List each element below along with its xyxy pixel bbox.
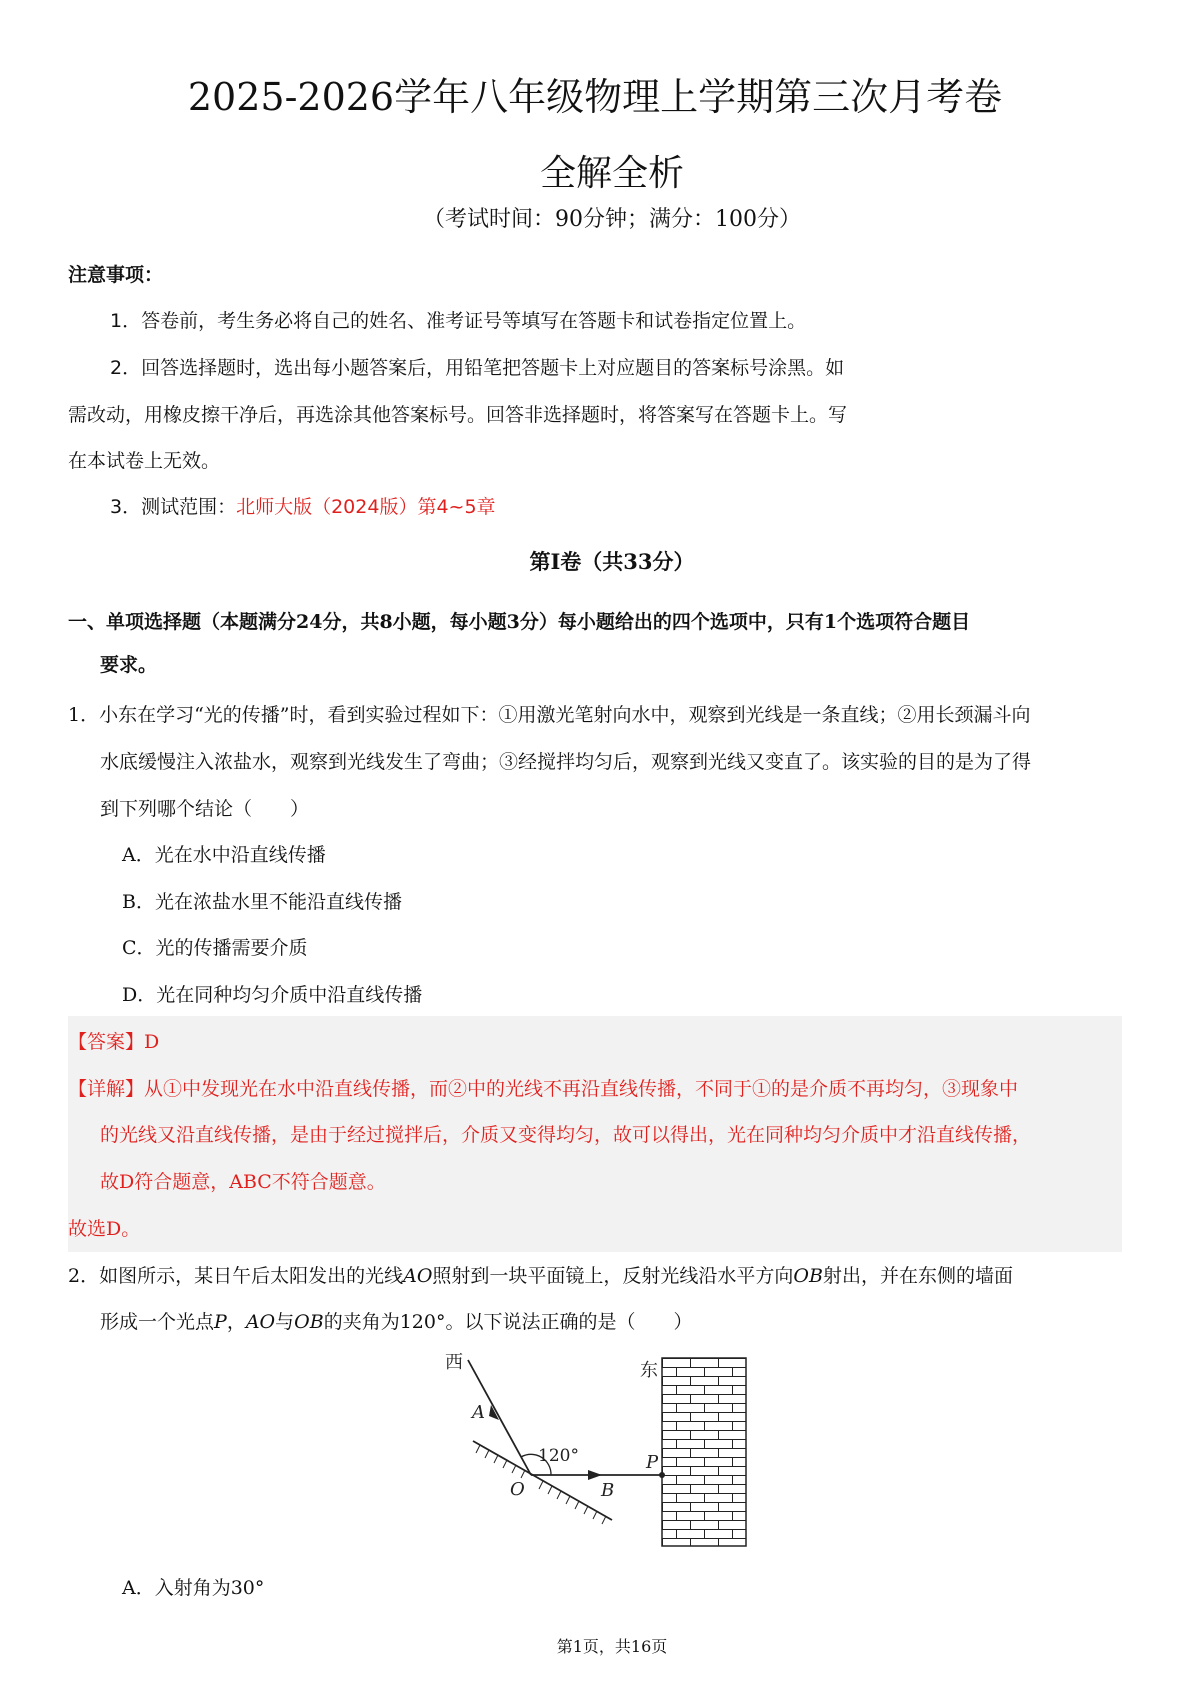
test-range: 北师大版（2024版）第4~5章 bbox=[236, 496, 496, 518]
label-b: B bbox=[601, 1480, 615, 1501]
mirror-reflection-figure bbox=[440, 1352, 760, 1552]
page-footer: 第1页，共16页 bbox=[556, 1637, 668, 1656]
notice-item-2-line-1: 2．回答选择题时，选出每小题答案后，用铅笔把答题卡上对应题目的答案标号涂黑。如 bbox=[110, 357, 845, 379]
q2-line-1-part-e: 射出，并在东侧的墙面 bbox=[822, 1265, 1013, 1287]
notice-item-3 bbox=[110, 492, 496, 519]
notice-item-3-prefix: 3．测试范围： bbox=[110, 496, 237, 518]
q2-line-1-part-a: 2．如图所示，某日午后太阳发出的光线 bbox=[68, 1265, 404, 1287]
light-spot-p bbox=[659, 1472, 665, 1478]
label-west: 西 bbox=[445, 1352, 463, 1373]
reflected-ray-arrow bbox=[588, 1470, 602, 1480]
q1-line-2: 水底缓慢注入浓盐水，观察到光线发生了弯曲；③经搅拌均匀后，观察到光线又变直了。该实验的目的是为了得 bbox=[100, 751, 1032, 773]
exam-subtitle: 全解全析 bbox=[539, 153, 684, 194]
q1-detail-line-3: 故D符合题意，ABC不符合题意。 bbox=[100, 1171, 386, 1193]
q1-answer: 【答案】D bbox=[68, 1031, 160, 1053]
q1-conclusion: 故选D。 bbox=[68, 1218, 141, 1240]
q2-line-1-part-c: 照射到一块平面镜上，反射光线沿水平方向 bbox=[432, 1265, 794, 1287]
exam-info: （考试时间：90分钟；满分：100分） bbox=[423, 207, 801, 232]
label-a: A bbox=[472, 1402, 485, 1423]
q1-option-a: A．光在水中沿直线传播 bbox=[122, 844, 326, 866]
q1-option-d: D．光在同种均匀介质中沿直线传播 bbox=[122, 984, 423, 1006]
q1-option-b: B．光在浓盐水里不能沿直线传播 bbox=[122, 891, 402, 913]
q1-detail-line-2: 的光线又沿直线传播，是由于经过搅拌后，介质又变得均匀，故可以得出，光在同种均匀介质中才沿直线传播， bbox=[100, 1124, 1032, 1146]
section-instructions-line-2: 要求。 bbox=[100, 654, 158, 676]
notice-item-2-line-3: 在本试卷上无效。 bbox=[68, 450, 221, 472]
q2-line-2 bbox=[100, 1307, 692, 1334]
q2-line-2-ob: OB bbox=[294, 1311, 324, 1333]
q1-line-3: 到下列哪个结论（ ） bbox=[100, 798, 310, 820]
label-o: O bbox=[510, 1479, 525, 1500]
q2-line-1 bbox=[68, 1261, 1013, 1288]
q2-line-2-part-a: 形成一个光点 bbox=[100, 1311, 215, 1333]
q2-line-2-p: P bbox=[214, 1311, 227, 1333]
q1-detail-line-1: 【详解】从①中发现光在水中沿直线传播，而②中的光线不再沿直线传播，不同于①的是介质不再均匀，③现象中 bbox=[68, 1078, 1019, 1100]
section-instructions-line-1: 一、单项选择题（本题满分24分，共8小题，每小题3分）每小题给出的四个选项中，只有1个选项符合题目 bbox=[68, 611, 971, 633]
notice-item-1: 1．答卷前，考生务必将自己的姓名、准考证号等填写在答题卡和试卷指定位置上。 bbox=[110, 310, 807, 332]
q1-line-1: 1．小东在学习“光的传播”时，看到实验过程如下：①用激光笔射向水中，观察到光线是一条直线；②用长颈漏斗向 bbox=[68, 704, 1031, 726]
label-p: P bbox=[646, 1452, 659, 1473]
q1-option-c: C．光的传播需要介质 bbox=[122, 937, 308, 959]
q2-option-a: A．入射角为30° bbox=[122, 1577, 265, 1599]
q2-line-2-part-e: 与 bbox=[275, 1311, 295, 1333]
q2-line-1-ob: OB bbox=[793, 1265, 823, 1287]
q2-line-2-part-g: 的夹角为120°。以下说法正确的是（ ） bbox=[323, 1311, 693, 1333]
q2-line-2-ao: AO bbox=[245, 1311, 276, 1333]
q2-line-2-part-c: ， bbox=[226, 1311, 246, 1333]
q2-line-1-ao: AO bbox=[403, 1265, 433, 1287]
notice-heading: 注意事项： bbox=[68, 264, 164, 286]
section-title: 第Ⅰ卷（共33分） bbox=[529, 549, 695, 574]
label-east: 东 bbox=[640, 1360, 658, 1381]
angle-label: 120° bbox=[538, 1446, 579, 1466]
brick-wall bbox=[662, 1358, 746, 1546]
notice-item-2-line-2: 需改动，用橡皮擦干净后，再选涂其他答案标号。回答非选择题时，将答案写在答题卡上。写 bbox=[68, 404, 848, 426]
exam-title: 2025-2026学年八年级物理上学期第三次月考卷 bbox=[187, 75, 1003, 119]
